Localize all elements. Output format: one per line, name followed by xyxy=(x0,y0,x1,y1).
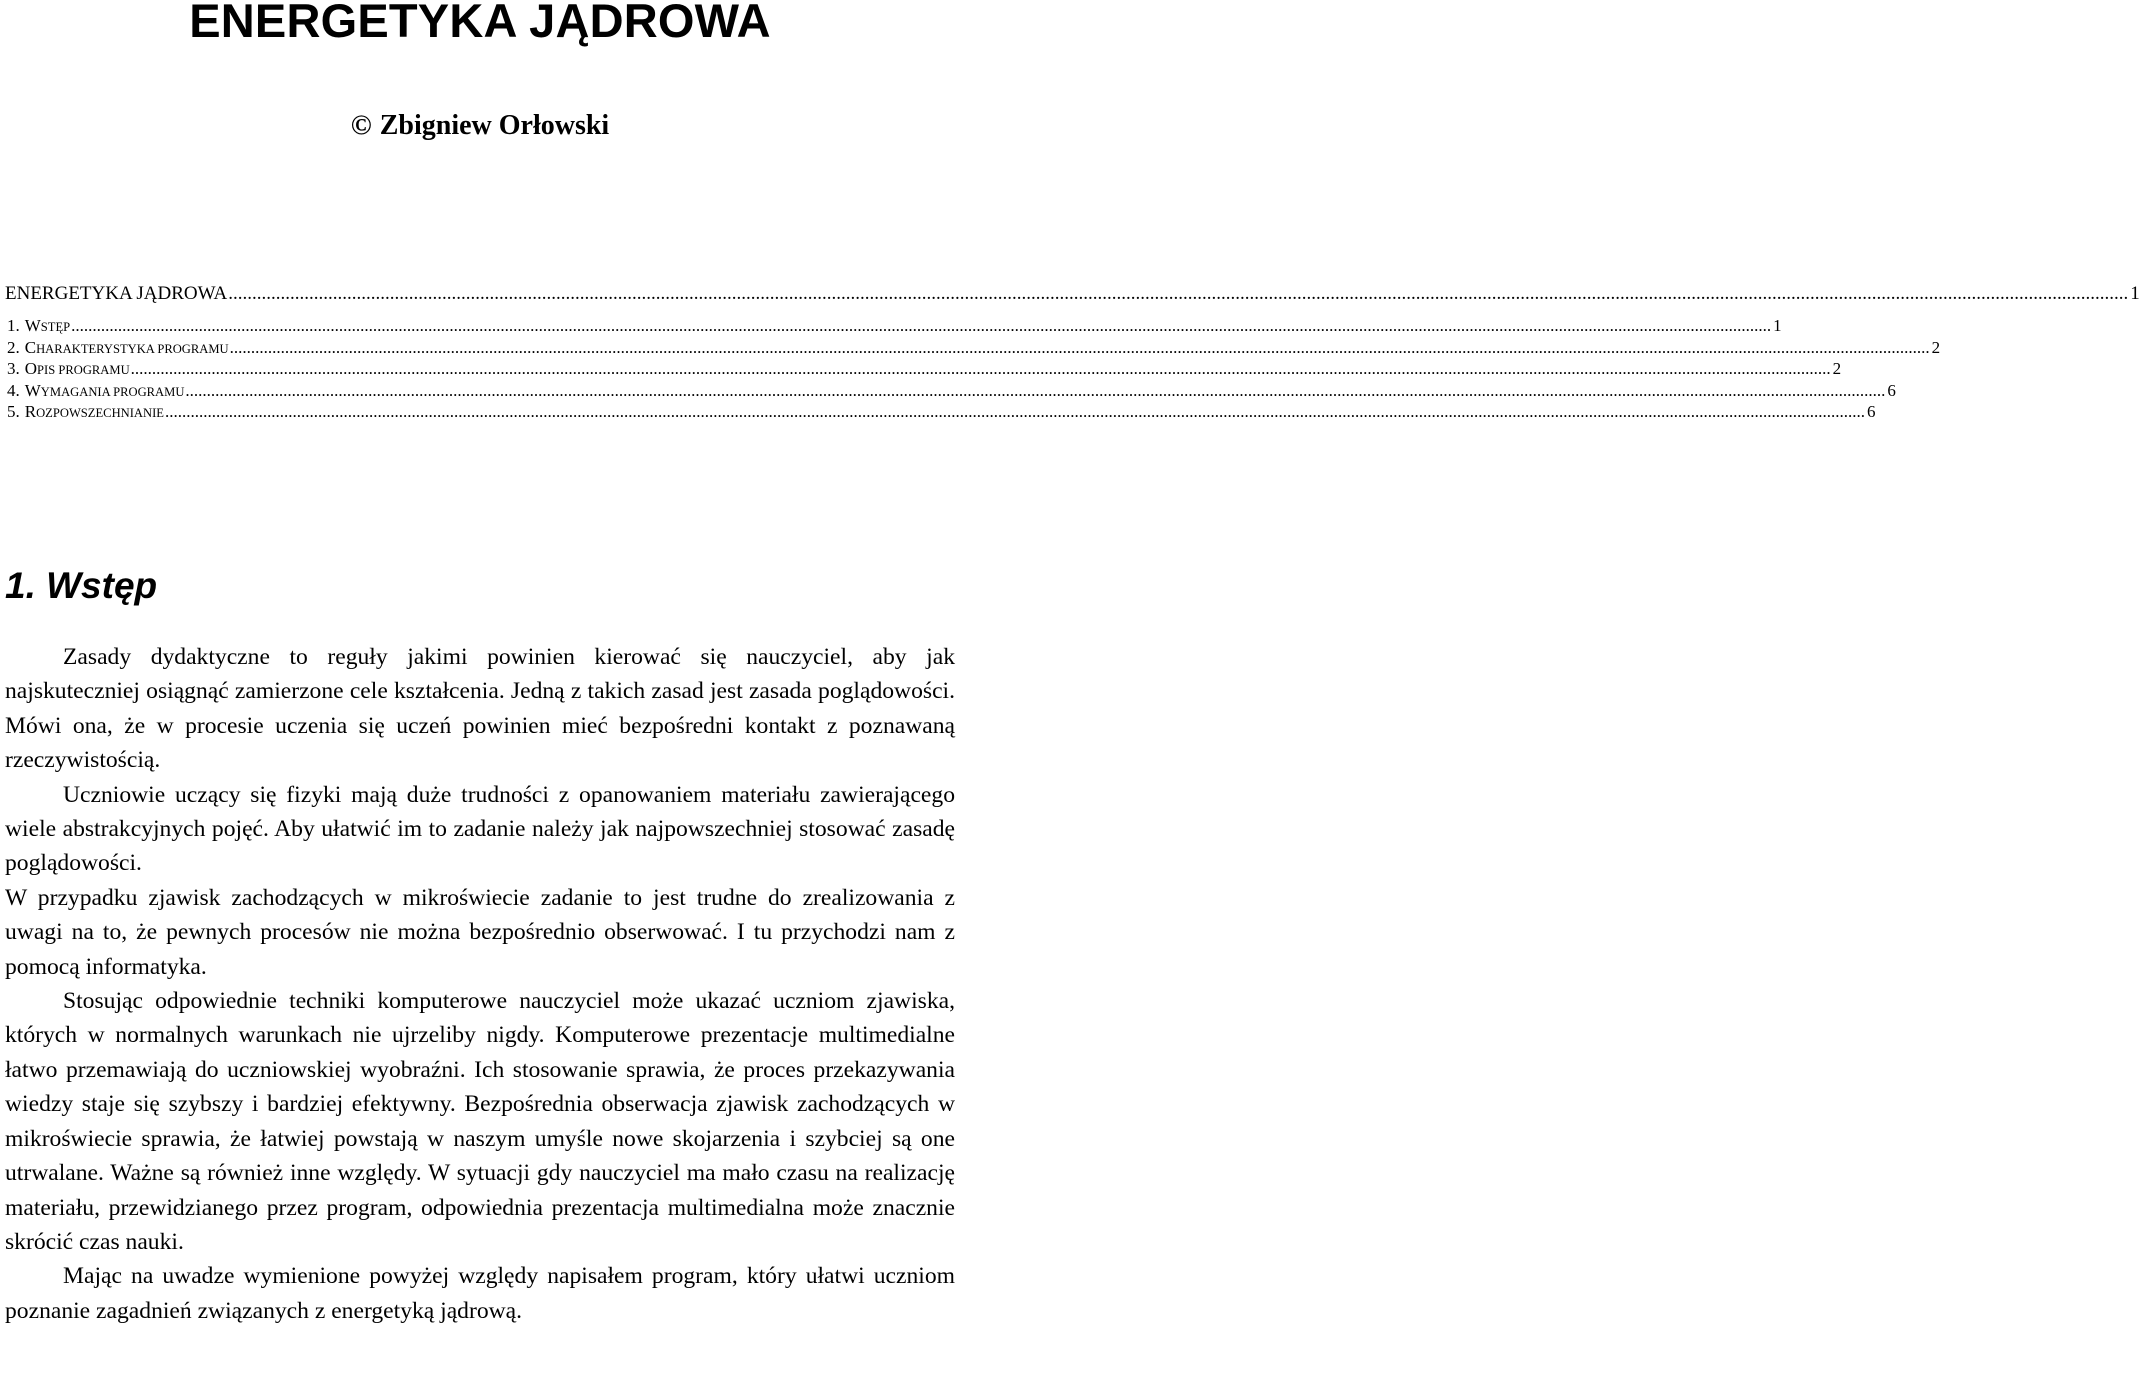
copyright-icon: © xyxy=(350,110,372,141)
toc-entry-label: WYMAGANIA PROGRAMU xyxy=(24,380,185,400)
author-name: Zbigniew Orłowski xyxy=(379,110,610,141)
toc-page-number: 6 xyxy=(1887,380,1896,400)
table-of-contents xyxy=(5,282,2140,424)
toc-entry-number: 3. xyxy=(7,359,20,378)
toc-entry[interactable] xyxy=(5,337,1941,360)
body-paragraph: Mając na uwadze wymienione powyżej względy napisałem program, który ułatwi uczniom poznanie zagadnień związanych z energetyką jądrową. xyxy=(5,1263,955,1324)
toc-entry-label: ENERGETYKA JĄDROWA xyxy=(5,283,228,304)
toc-entry-number: 5. xyxy=(7,402,20,421)
toc-leader-dots: ................................................................................................................................................................................................................................................................................................................................................................................................................ xyxy=(71,316,1772,335)
toc-entry-label: ROZPOWSZECHNIANIE xyxy=(24,402,164,421)
body-paragraph: W przypadku zjawisk zachodzących w mikroświecie zadanie to jest trudne do zrealizowania z uwagi na to, że pewnych procesów nie można bezpośrednio obserwować. I tu przychodzi nam z pomocą informatyka. xyxy=(5,884,955,980)
toc-entry-number: 1. xyxy=(7,316,20,335)
toc-entry-label: WSTĘP xyxy=(24,316,71,335)
author-line xyxy=(0,108,960,144)
toc-page-number: 1 xyxy=(1773,316,1782,335)
toc-entry-main[interactable] xyxy=(5,282,2140,306)
body-paragraph: Stosując odpowiednie techniki komputerowe nauczyciel może ukazać uczniom zjawiska, których w normalnych warunkach nie ujrzeliby nigdy. Komputerowe prezentacje multimedialne łatwo przemawiają do uczniowskiej wyobraźni. Ich stosowanie sprawia, że proces przekazywania wiedzy staje się szybszy i bardziej efektywny. Bezpośrednia obserwacja zjawisk zachodzących w mikroświecie sprawia, że łatwiej powstają w naszym umyśle nowe skojarzenia i szybciej są one utrwalane. Ważne są również inne względy. W sytuacji gdy nauczyciel ma mało czasu na realizację materiału, przewidzianego przez program, odpowiednia prezentacja multimedialna może znacznie skrócić czas nauki. xyxy=(5,988,955,1255)
toc-entry[interactable] xyxy=(5,359,1842,381)
toc-entry-number: 2. xyxy=(7,337,20,357)
document-title: ENERGETYKA JĄDROWA xyxy=(189,0,771,47)
toc-entry-label: CHARAKTERYSTYKA PROGRAMU xyxy=(24,337,229,357)
toc-page-number: 2 xyxy=(1832,359,1842,378)
body-paragraph: Zasady dydaktyczne to reguły jakimi powinien kierować się nauczyciel, aby jak najskuteczniej osiągnąć zamierzone cele kształcenia. Jedną z takich zasad jest zasada poglądowości. Mówi ona, że w procesie uczenia się uczeń powinien mieć bezpośredni kontakt z poznawaną rzeczywistością. xyxy=(5,644,955,774)
toc-entry[interactable] xyxy=(5,316,1782,338)
toc-leader-dots: ................................................................................................................................................................................................................................................................................................................................................................................................................ xyxy=(130,359,1831,378)
section-heading: 1. Wstęp xyxy=(5,565,158,606)
toc-page-number: 6 xyxy=(1866,402,1876,421)
toc-leader-dots: ................................................................................................................................................................................................................................................................................................................................................................................................................ xyxy=(185,380,1886,400)
toc-leader-dots: ................................................................................................................................................................................................................................................................................................................................................................................................................ xyxy=(164,402,1865,421)
toc-page-number: 2 xyxy=(1931,337,1941,357)
toc-entry[interactable] xyxy=(5,380,1896,403)
toc-leader-dots: ................................................................................................................................................................................................................................................................................................................................................................................................................ xyxy=(229,337,1930,357)
toc-entry[interactable] xyxy=(5,402,1876,424)
toc-page-number: 1 xyxy=(2130,283,2140,304)
section-body xyxy=(5,640,955,1328)
toc-entry-label: OPIS PROGRAMU xyxy=(24,359,130,378)
body-paragraph: Uczniowie uczący się fizyki mają duże trudności z opanowaniem materiału zawierającego wiele abstrakcyjnych pojęć. Aby ułatwić im to zadanie należy jak najpowszechniej stosować zasadę poglądowości. xyxy=(5,781,955,877)
toc-leader-dots: ................................................................................................................................................................................................................................................................................................................................................................................................................ xyxy=(228,283,2129,304)
toc-entry-number: 4. xyxy=(7,380,20,400)
